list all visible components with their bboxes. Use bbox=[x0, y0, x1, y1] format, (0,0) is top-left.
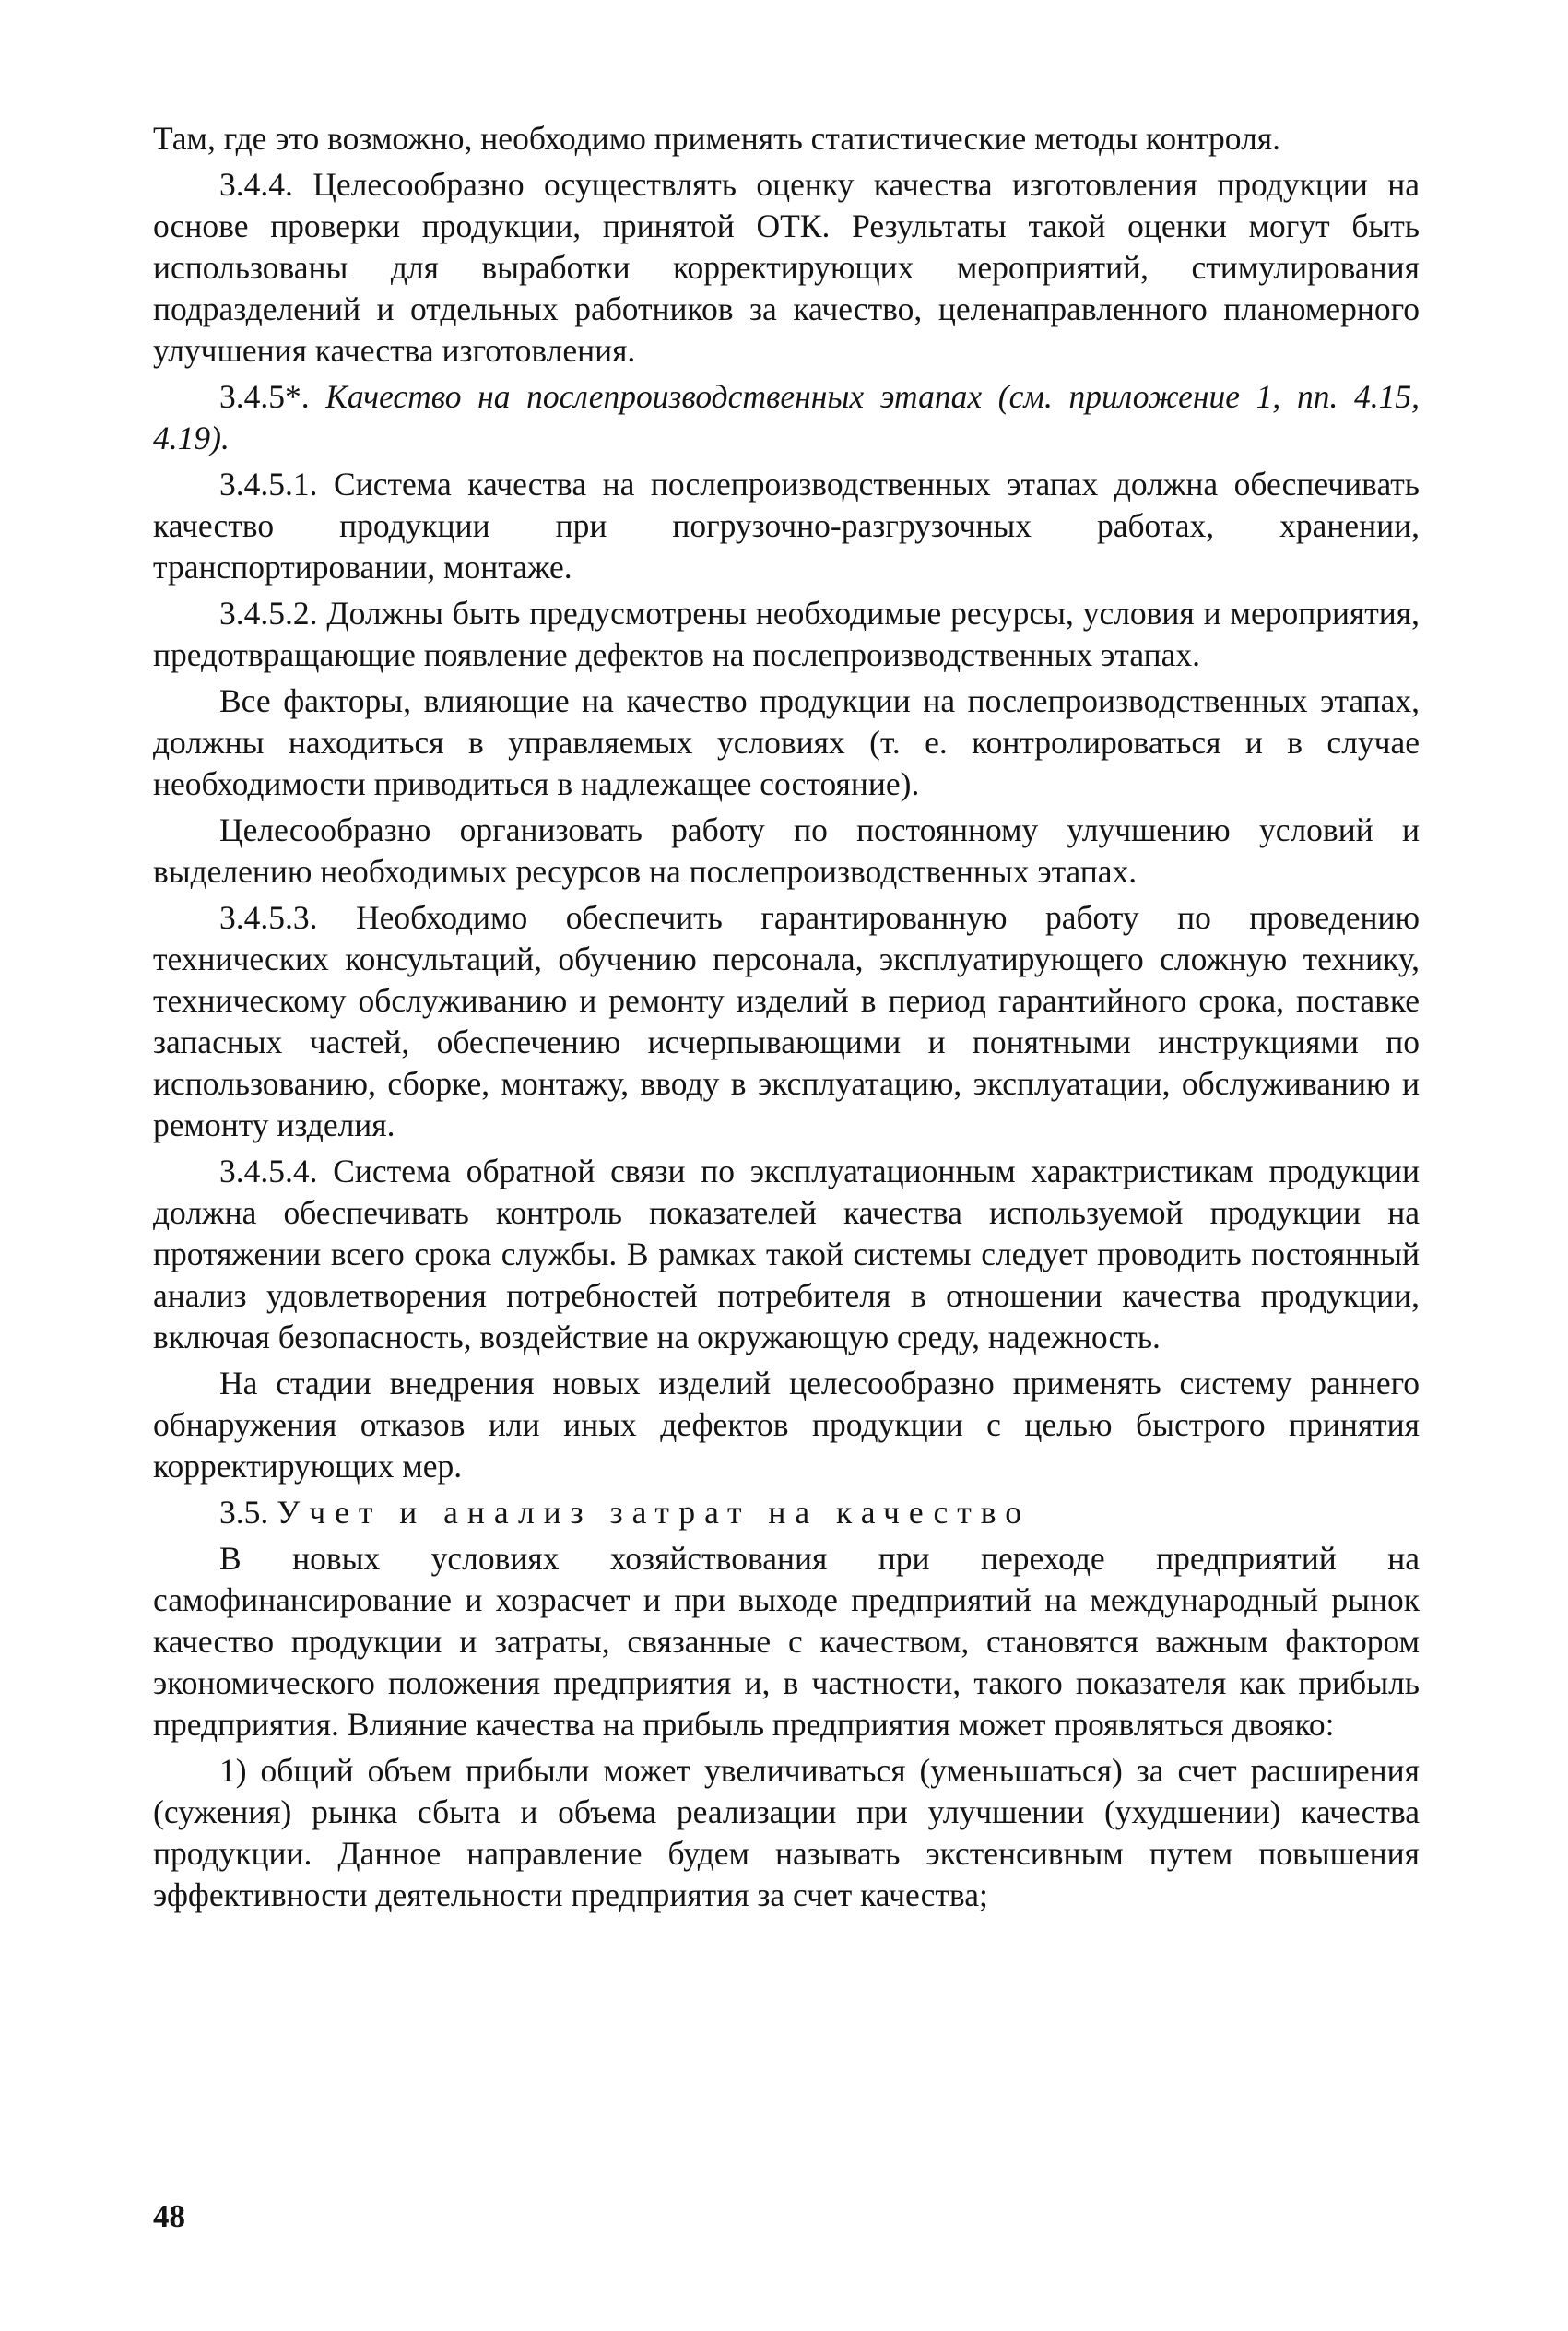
heading-number: 3.4.5*. bbox=[219, 378, 310, 415]
paragraph-list-item-1: 1) общий объем прибыли может увеличиваться (уменьшаться) за счет расширения (сужения) рынка сбыта и объема реализации при улучшении (ухудшении) качества продукции. Данное направление будем называть экстенсивным путем повышения эффективности деятельности предприятия за счет качества; bbox=[153, 1752, 1420, 1913]
body-text bbox=[153, 118, 1420, 1921]
paragraph-3-4-5-2: 3.4.5.2. Должны быть предусмотрены необходимые ресурсы, условия и мероприятия, предотвращающие появление дефектов на послепроизводственных этапах. bbox=[153, 595, 1420, 673]
paragraph-3-4-5-3: 3.4.5.3. Необходимо обеспечить гарантированную работу по проведению технических консультаций, обучению персонала, эксплуатирующего сложную технику, техническому обслуживанию и ремонту изделий в период гарантийного срока, поставке запасных частей, обеспечению исчерпывающими и понятными инструкциями по использованию, сборке, монтажу, вводу в эксплуатацию, эксплуатации, обслуживанию и ремонту изделия. bbox=[153, 899, 1420, 1143]
heading-title: Качество на послепроизводственных этапах (см. приложение 1, пп. 4.15, 4.19). bbox=[153, 378, 1421, 456]
section-heading-3-5 bbox=[153, 1492, 1420, 1533]
section-number: 3.5. bbox=[219, 1494, 269, 1531]
heading-3-4-5 bbox=[153, 376, 1420, 459]
paragraph-continuation: Там, где это возможно, необходимо применять статистические методы контроля. bbox=[153, 120, 1280, 157]
page-number: 48 bbox=[153, 2198, 185, 2234]
paragraph-early-detection: На стадии внедрения новых изделий целесообразно применять систему раннего обнаружения отказов или иных дефектов продукции с целью быстрого принятия корректирующих мер. bbox=[153, 1365, 1420, 1485]
paragraph-improvement: Целесообразно организовать работу по постоянному улучшению условий и выделению необходимых ресурсов на послепроизводственных этапах. bbox=[153, 811, 1420, 890]
paragraph-3-4-5-1: 3.4.5.1. Система качества на послепроизводственных этапах должна обеспечивать качество продукции при погрузочно-разгрузочных работах, хранении, транспортировании, монтаже. bbox=[153, 466, 1420, 586]
paragraph-factors: Все факторы, влияющие на качество продукции на послепроизводственных этапах, должны находиться в управляемых условиях (т. е. контролироваться и в случае необходимости приводиться в надлежащее состояние). bbox=[153, 682, 1420, 802]
paragraph-3-4-5-4: 3.4.5.4. Система обратной связи по эксплуатационным характристикам продукции должна обеспечивать контроль показателей качества используемой продукции на протяжении всего срока службы. В рамках такой системы следует проводить постоянный анализ удовлетворения потребностей потребителя в отношении качества продукции, включая безопасность, воздействие на окружающую среду, надежность. bbox=[153, 1153, 1420, 1355]
paragraph-new-conditions: В новых условиях хозяйствования при переходе предприятий на самофинансирование и хозрасчет и при выходе предприятий на международный рынок качество продукции и затраты, связанные с качеством, становятся важным фактором экономического положения предприятия и, в частности, такого показателя как прибыль предприятия. Влияние качества на прибыль предприятия может проявляться двояко: bbox=[153, 1540, 1420, 1743]
section-title: Учет и анализ затрат на качество bbox=[277, 1494, 1032, 1531]
paragraph-3-4-4: 3.4.4. Целесообразно осуществлять оценку качества изготовления продукции на основе проверки продукции, принятой ОТК. Результаты такой оценки могут быть использованы для выработки корректирующих мероприятий, стимулирования подразделений и отдельных работников за качество, целенаправленного планомерного улучшения качества изготовления. bbox=[153, 166, 1420, 369]
